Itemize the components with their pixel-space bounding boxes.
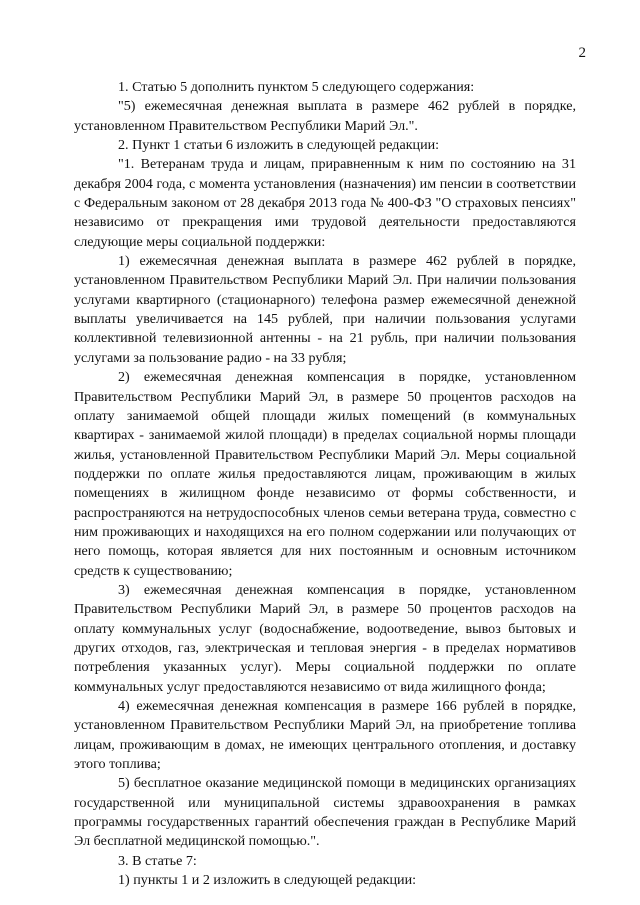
list-item-2: 2) ежемесячная денежная компенсация в порядке, установленном Правительством Республики Марий Эл, в размере 50 процентов расходов на оплату занимаемой общей площади жилых помещений (в коммунальных квартирах - занимаемой жилой площади) в пределах социальной нормы площади жилья, установленной Правительством Республики Марий Эл. Меры социальной поддержки по оплате жилья предоставляются лицам, проживающим в жилых помещениях в жилищном фонде независимо от формы собственности, и распространяются на нетрудоспособных членов семьи ветерана труда, совместно с ним проживающих и находящихся на его полном содержании или получающих от него помощь, которая является для них постоянным и основным источником средств к существованию; <box>74 369 576 579</box>
list-item-5: 5) бесплатное оказание медицинской помощи в медицинских организациях государственной или муниципальной системы здравоохранения в рамках программы государственных гарантий обеспечения граждан в Республике Марий Эл бесплатной медицинской помощью.". <box>74 775 576 850</box>
document-body <box>74 78 576 890</box>
list-item-3: 3) ежемесячная денежная компенсация в порядке, установленном Правительством Республики Марий Эл, в размере 50 процентов расходов на оплату коммунальных услуг (водоснабжение, водоотведение, вывоз бытовых и других отходов, газ, электрическая и тепловая энергия - в пределах нормативов потребления указанных услуг). Меры социальной поддержки по оплате коммунальных услуг предоставляются независимо от вида жилищного фонда; <box>74 581 576 695</box>
paragraph-article-5-point-5: "5) ежемесячная денежная выплата в размере 462 рублей в порядке, установленном Правительством Республики Марий Эл.". <box>74 98 576 134</box>
list-item-4: 4) ежемесячная денежная компенсация в размере 166 рублей в порядке, установленном Правительством Республики Марий Эл, на приобретение топлива лицам, проживающим в домах, не имеющих центрального отопления, и доставку этого топлива; <box>74 698 576 773</box>
list-item-1: 1) ежемесячная денежная выплата в размере 462 рублей в порядке, установленном Правительством Республики Марий Эл. При наличии пользования услугами квартирного (стационарного) телефона размер ежемесячной денежной выплаты увеличивается на 145 рублей, при наличии пользования услугами коллективной телевизионной антенны - на 21 рубль, при наличии пользования услугами за пользование радио - на 33 рубля; <box>74 253 576 366</box>
paragraph-amend-article-7: 3. В статье 7: <box>118 852 197 869</box>
page-number: 2 <box>578 45 586 61</box>
paragraph-amend-article-5: 1. Статью 5 дополнить пунктом 5 следующего содержания: <box>118 79 475 95</box>
paragraph-article-6-point-1: "1. Ветеранам труда и лицам, приравненным к ним по состоянию на 31 декабря 2004 года, с момента установления (назначения) им пенсии в соответствии с Федеральным законом от 28 декабря 2013 года № 400-ФЗ "О страховых пенсиях" независимо от прекращения ими трудовой деятельности предоставляются следующие меры социальной поддержки: <box>74 156 576 250</box>
paragraph-article-7-points: 1) пункты 1 и 2 изложить в следующей редакции: <box>118 872 417 889</box>
paragraph-amend-article-6: 2. Пункт 1 статьи 6 изложить в следующей редакции: <box>118 137 440 154</box>
